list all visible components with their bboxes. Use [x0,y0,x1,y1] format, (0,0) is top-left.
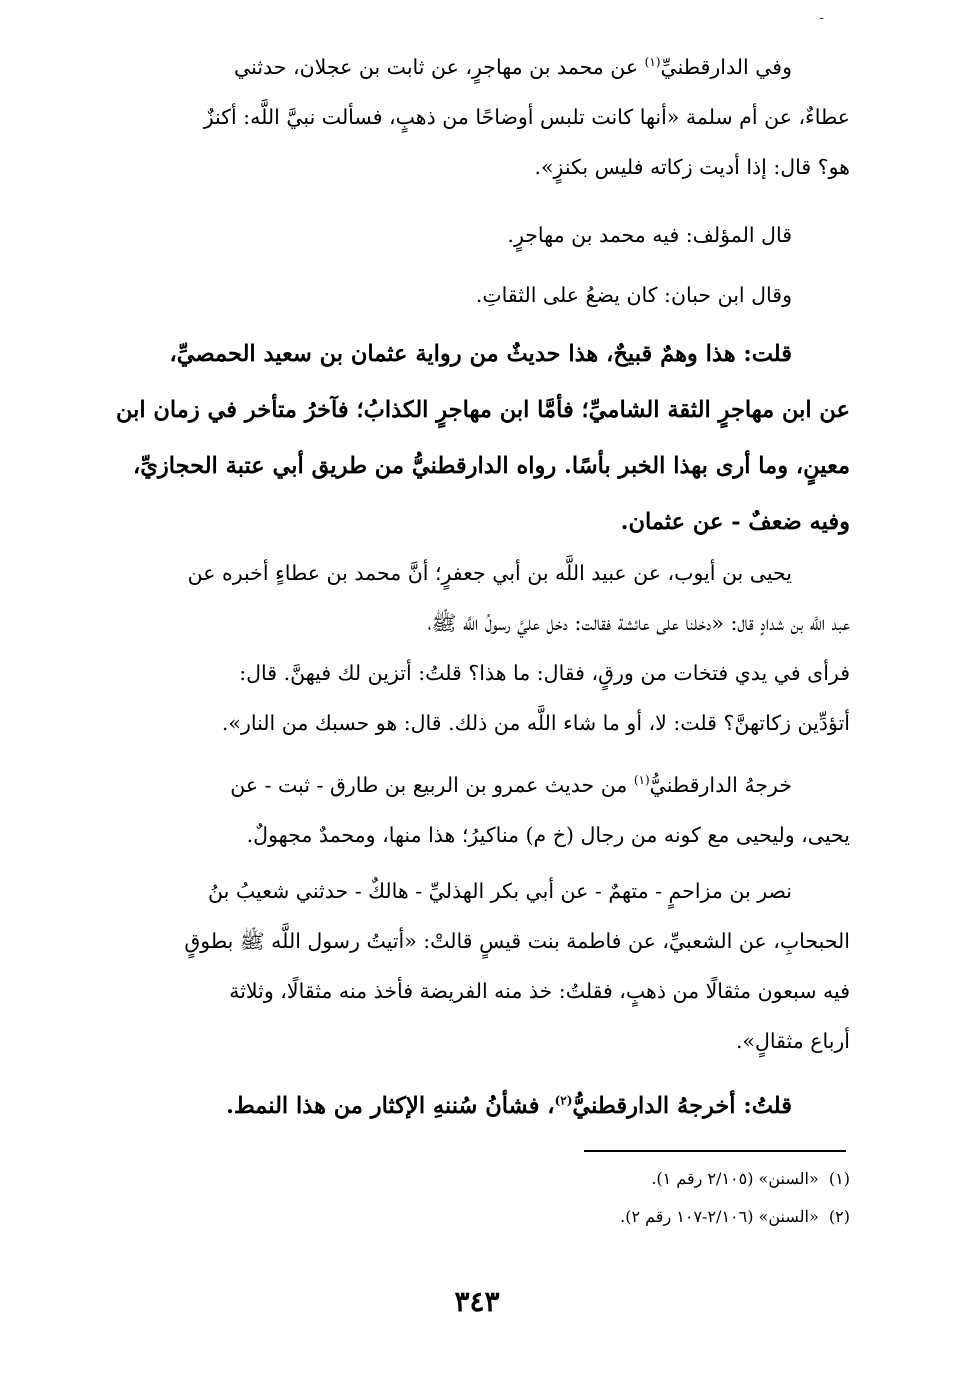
paragraph-line: وفيه ضعفٌ - عن عثمان. [620,509,850,535]
paragraph-8-commentary [150,1078,850,1134]
paragraph-line: هو؟ قال: إذا أديت زكاته فليس بكنزٍ». [534,155,850,179]
paragraph-line: قلتُ: أخرجهُ الدارقطنيُّ$^{(٢)}$، فشأنُ سُننهِ الإكثار من هذا النمط. [226,1093,792,1119]
paragraph-2 [150,210,850,260]
paragraph-6 [150,760,850,860]
footnote-2: (٢) «السنن» (٢/١٠٦-١٠٧ رقم ٢). [620,1207,850,1226]
paragraph-7 [150,866,850,1066]
paragraph-line: الحبحابِ، عن الشعبيِّ، عن فاطمة بنت قيسٍ قالتْ: «أتيتُ رسول اللَّه ﷺ بطوقٍ [184,929,850,953]
corner-mark: - [819,10,824,26]
paragraph-3 [150,270,850,320]
paragraph-line: معينٍ، وما أرى بهذا الخبر بأسًا. رواه الدارقطنيُّ من طريق أبي عتبة الحجازيِّ، [133,453,850,479]
paragraph-1 [150,42,850,192]
paragraph-5 [150,548,850,748]
footnote-ref: (١) [633,773,650,788]
paragraph-line: عطاءٌ، عن أم سلمة «أنها كانت تلبس أوضاحًا من ذهبٍ، فسألت نبيَّ اللَّه: أكنزٌ [203,105,850,129]
footnote-ref: (١) [644,55,661,70]
footnote-ref: (٢) [554,1093,573,1108]
paragraph-line: أتؤدِّين زكاتهنَّ؟ قلت: لا، أو ما شاء اللَّه من ذلك. قال: هو حسبك من النار». [221,711,850,735]
paragraph-line: قلت: هذا وهمٌ قبيحٌ، هذا حديثٌ من رواية عثمان بن سعيد الحمصيِّ، [169,341,792,367]
paragraph-line: وقال ابن حبان: كان يضعُ على الثقاتِ. [475,283,792,307]
paragraph-line: خرجهُ الدارقطنيُّ$^{(١)}$ من حديث عمرو بن الربيع بن طارق - ثبت - عن [230,773,792,797]
paragraph-line: يحيى بن أيوب، عن عبيد اللَّه بن أبي جعفرٍ؛ أنَّ محمد بن عطاءٍ أخبره عن [187,561,792,585]
paragraph-line: فرأى في يدي فتخات من ورقٍ، فقال: ما هذا؟ قلتُ: أتزين لك فيهنَّ. قال: [239,661,850,685]
paragraph-line: يحيى، وليحيى مع كونه من رجال (خ م) مناكيرُ؛ هذا منها، ومحمدٌ مجهولٌ. [246,823,850,847]
page-number: ٣٤٣ [454,1285,500,1318]
paragraph-line: قال المؤلف: فيه محمد بن مهاجرٍ. [507,223,792,247]
footnotes [150,1160,850,1236]
paragraph-line: فيه سبعون مثقالًا من ذهبٍ، فقلتُ: خذ منه الفريضة فأخذ منه مثقالًا، وثلاثة [229,979,850,1003]
paragraph-line: عن ابن مهاجرٍ الثقة الشاميِّ؛ فأمَّا ابن مهاجرٍ الكذابُ؛ فآخرُ متأخر في زمان ابن [115,397,850,423]
footnote-divider [584,1150,846,1152]
paragraph-line: أرباع مثقالٍ». [735,1029,850,1053]
paragraph-4-commentary [115,326,850,550]
paragraph-line: نصر بن مزاحمٍ - متهمٌ - عن أبي بكر الهذليِّ - هالكٌ - حدثني شعيبُ بنُ [208,879,792,903]
footnote-1: (١) «السنن» (٢/١٠٥ رقم ١). [651,1169,850,1188]
paragraph-line: عبد اللَّه بن شدادٍ قال: «دخلنا على عائشة فقالت: دخل عليَّ رسولُ اللَّه ﷺ، [427,611,850,635]
paragraph-line: وفي الدارقطنيِّ$^{(١)}$ عن محمد بن مهاجرٍ، عن ثابت بن عجلان، حدثني [234,55,792,79]
